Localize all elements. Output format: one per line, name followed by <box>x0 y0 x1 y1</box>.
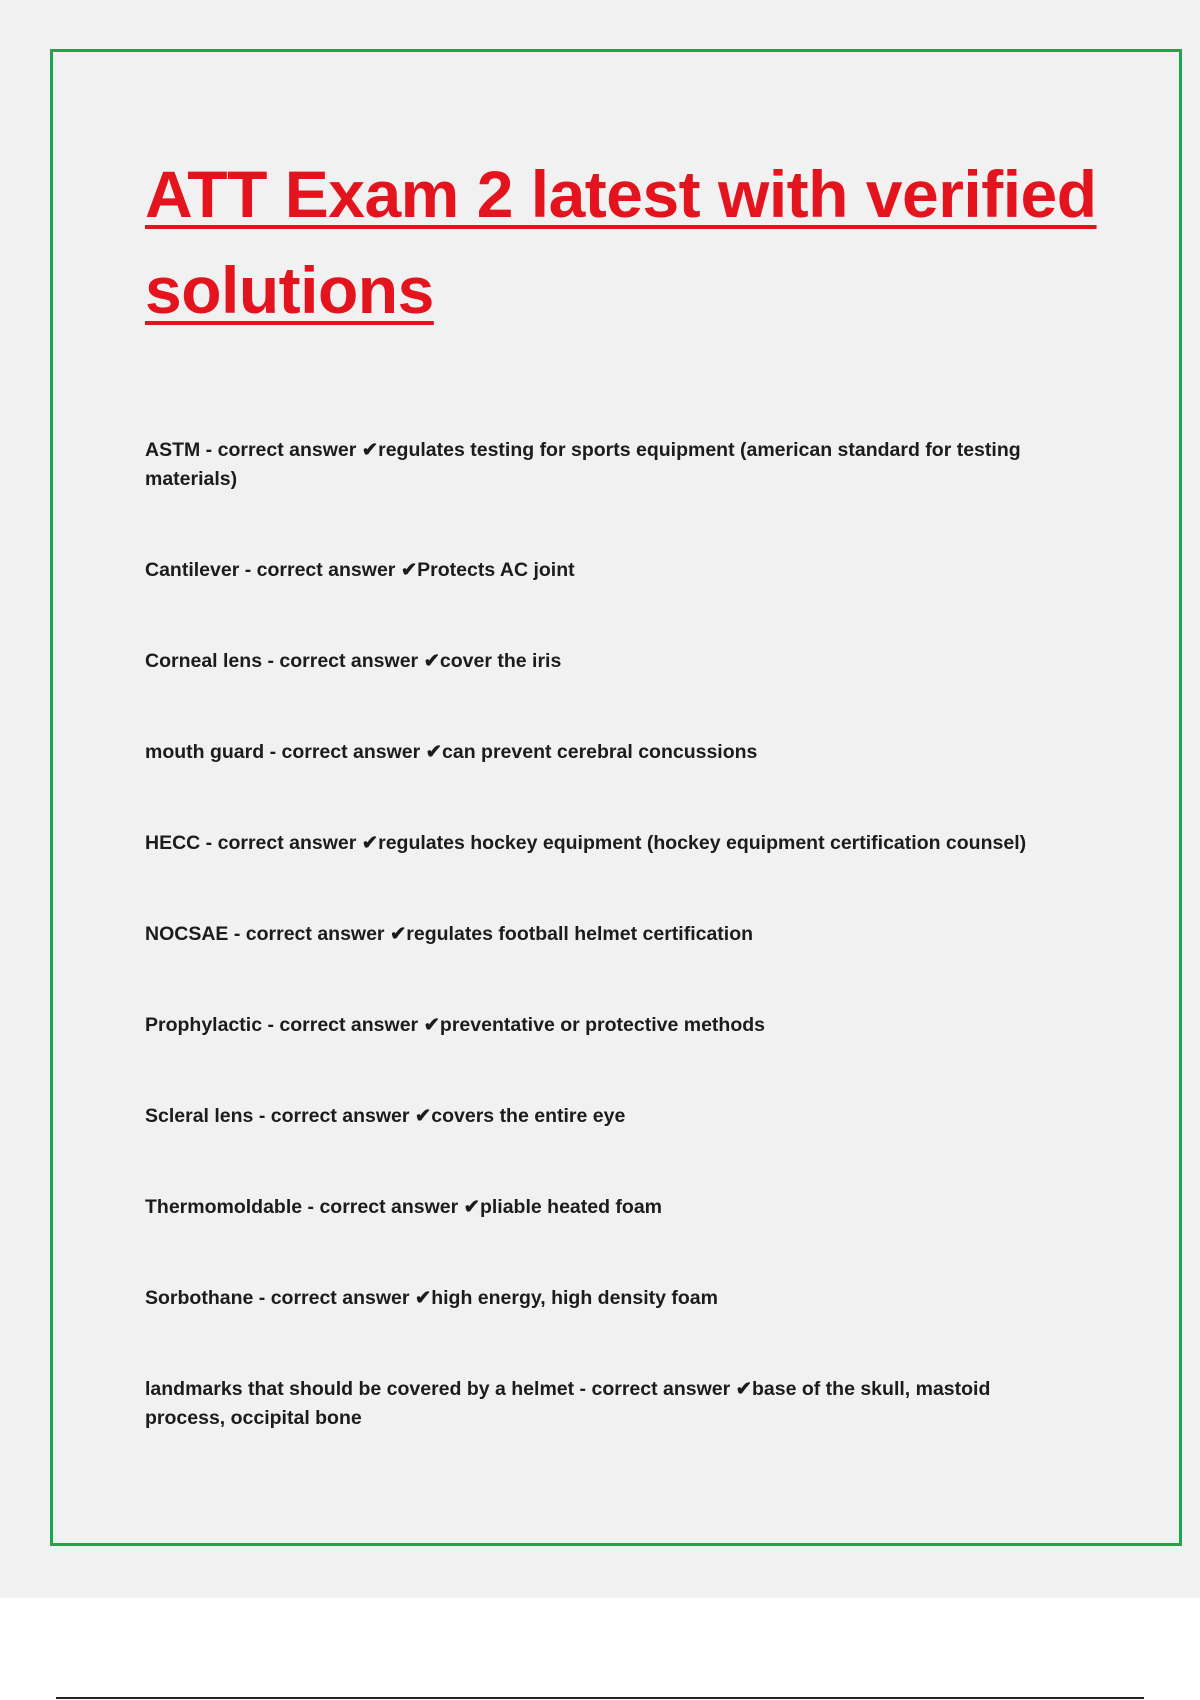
qa-answer-label: correct answer <box>270 1287 410 1309</box>
qa-item <box>145 738 1045 767</box>
qa-answer: covers the entire eye <box>431 1105 626 1127</box>
qa-term: mouth guard <box>145 741 265 763</box>
check-icon: ✔ <box>463 1196 480 1218</box>
qa-answer-label: correct answer <box>319 1196 459 1218</box>
check-icon: ✔ <box>414 1105 432 1127</box>
qa-answer-label: correct answer <box>591 1378 731 1400</box>
qa-term: ASTM <box>145 439 201 461</box>
qa-term: Prophylactic <box>145 1014 263 1036</box>
qa-answer-label: correct answer <box>217 832 357 854</box>
qa-item <box>145 1284 1045 1313</box>
qa-answer: preventative or protective methods <box>439 1014 765 1036</box>
qa-separator: - <box>253 1105 271 1127</box>
qa-answer: regulates testing for sports equipment (american standard for testing materials) <box>145 439 1021 490</box>
qa-answer: high energy, high density foam <box>431 1287 718 1309</box>
check-icon: ✔ <box>423 1014 440 1036</box>
qa-separator: - <box>200 832 218 854</box>
qa-answer-label: correct answer <box>270 1105 410 1127</box>
qa-separator: - <box>253 1287 271 1309</box>
qa-answer-label: correct answer <box>256 559 396 581</box>
qa-term: Corneal lens <box>145 650 263 672</box>
check-icon: ✔ <box>423 650 440 672</box>
qa-separator: - <box>574 1378 592 1400</box>
check-icon: ✔ <box>361 832 379 854</box>
qa-answer: regulates hockey equipment (hockey equipment certification counsel) <box>378 832 1027 854</box>
qa-answer: pliable heated foam <box>479 1196 663 1218</box>
qa-item <box>145 829 1045 858</box>
qa-item <box>145 436 1045 494</box>
qa-item <box>145 920 1045 949</box>
qa-term: Thermomoldable <box>145 1196 303 1218</box>
qa-item <box>145 1102 1045 1131</box>
qa-item <box>145 1193 1045 1222</box>
qa-term: landmarks that should be covered by a helmet <box>145 1378 575 1400</box>
qa-answer-label: correct answer <box>281 741 421 763</box>
qa-item <box>145 556 1045 585</box>
qa-term: Cantilever <box>145 559 240 581</box>
qa-separator: - <box>228 923 246 945</box>
check-icon: ✔ <box>735 1378 752 1400</box>
qa-item <box>145 1011 1045 1040</box>
check-icon: ✔ <box>389 923 407 945</box>
qa-answer-label: correct answer <box>245 923 385 945</box>
qa-separator: - <box>200 439 218 461</box>
qa-separator: - <box>239 559 257 581</box>
qa-term: Sorbothane <box>145 1287 254 1309</box>
qa-separator: - <box>262 650 280 672</box>
qa-item <box>145 647 1045 676</box>
qa-term: Scleral lens <box>145 1105 254 1127</box>
qa-separator: - <box>262 1014 280 1036</box>
qa-term: NOCSAE <box>145 923 229 945</box>
check-icon: ✔ <box>361 439 379 461</box>
qa-item <box>145 1375 1045 1433</box>
qa-term: HECC <box>145 832 201 854</box>
qa-separator: - <box>302 1196 320 1218</box>
qa-answer: can prevent cerebral concussions <box>442 741 758 763</box>
footer-divider <box>56 1697 1144 1699</box>
qa-answer-label: correct answer <box>279 1014 419 1036</box>
qa-answer-label: correct answer <box>279 650 419 672</box>
qa-separator: - <box>264 741 282 763</box>
document-title: ATT Exam 2 latest with verified solutions <box>145 157 1097 327</box>
qa-answer: cover the iris <box>439 650 562 672</box>
qa-answer-label: correct answer <box>217 439 357 461</box>
qa-answer: regulates football helmet certification <box>406 923 754 945</box>
check-icon: ✔ <box>400 559 418 581</box>
check-icon: ✔ <box>414 1287 432 1309</box>
qa-answer: Protects AC joint <box>417 559 575 581</box>
check-icon: ✔ <box>425 741 443 763</box>
qa-answer: base of the skull, mastoid process, occipital bone <box>145 1378 991 1429</box>
